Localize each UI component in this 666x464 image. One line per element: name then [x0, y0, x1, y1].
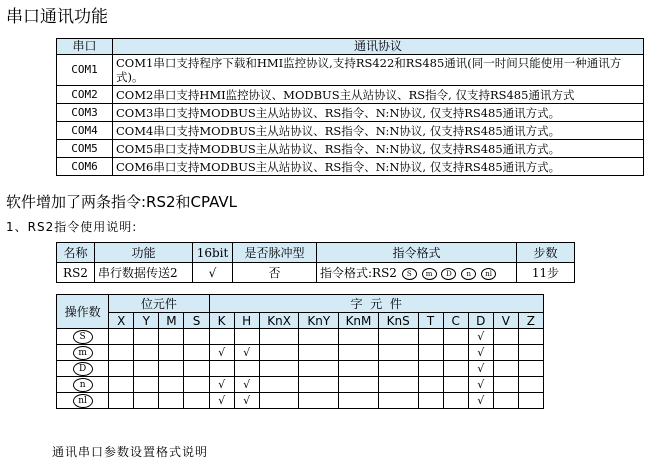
operand-cell — [299, 345, 339, 361]
operand-cell — [518, 393, 543, 409]
operand-label: n — [73, 378, 93, 392]
operand-cell — [443, 361, 468, 377]
header-steps: 步数 — [517, 243, 575, 263]
operand-label-cell — [57, 329, 109, 345]
col-header: T — [418, 313, 443, 329]
operand-cell — [339, 345, 379, 361]
operand-cell — [109, 361, 134, 377]
operand-symbol: D — [441, 268, 456, 280]
operand-cell: √ — [234, 393, 259, 409]
header-bit-elements: 位元件 — [109, 295, 209, 313]
operand-label: m — [73, 346, 93, 360]
bit16-check: √ — [193, 263, 233, 283]
operand-cell — [339, 361, 379, 377]
header-word-elements: 字 元 件 — [209, 295, 543, 313]
operand-label: nl — [73, 394, 93, 408]
operand-cell — [443, 345, 468, 361]
table-row — [57, 55, 644, 86]
operand-cell: √ — [234, 377, 259, 393]
operand-cell — [109, 345, 134, 361]
operand-table — [56, 294, 544, 409]
header-function: 功能 — [95, 243, 193, 263]
instruction-format — [317, 263, 517, 283]
operand-cell — [493, 329, 518, 345]
operand-cell — [418, 361, 443, 377]
col-header: Z — [518, 313, 543, 329]
header-operand: 操作数 — [57, 295, 109, 329]
operand-cell — [209, 329, 234, 345]
table-row — [57, 345, 544, 361]
col-header: C — [443, 313, 468, 329]
col-header: KnY — [299, 313, 339, 329]
protocol-cell: COM3串口支持MODBUS主从站协议、RS指令、N:N协议, 仅支持RS485通讯方式。 — [113, 104, 644, 122]
operand-cell — [378, 377, 418, 393]
protocol-cell: COM1串口支持程序下载和HMI监控协议,支持RS422和RS485通讯(同一时间只能使用一种通讯方式)。 — [113, 55, 644, 86]
port-cell: COM4 — [57, 122, 113, 140]
operand-cell — [109, 377, 134, 393]
operand-cell — [134, 329, 159, 345]
col-header: S — [184, 313, 209, 329]
operand-cell — [378, 329, 418, 345]
operand-cell: √ — [468, 377, 493, 393]
operand-cell — [134, 345, 159, 361]
port-cell: COM6 — [57, 158, 113, 176]
header-port: 串口 — [57, 39, 113, 55]
operand-cell — [493, 393, 518, 409]
operand-cell — [339, 329, 379, 345]
pulse-value: 否 — [233, 263, 317, 283]
header-pulse: 是否脉冲型 — [233, 243, 317, 263]
operand-cell — [493, 377, 518, 393]
operand-cell — [259, 377, 299, 393]
protocol-cell: COM2串口支持HMI监控协议、MODBUS主从站协议、RS指令, 仅支持RS485通讯方式 — [113, 86, 644, 104]
operand-cell — [518, 345, 543, 361]
operand-cell: √ — [209, 345, 234, 361]
protocol-cell: COM5串口支持MODBUS主从站协议、RS指令、N:N协议, 仅支持RS485通讯方式。 — [113, 140, 644, 158]
operand-cell — [184, 329, 209, 345]
operand-cell — [234, 361, 259, 377]
table-row — [57, 122, 644, 140]
operand-cell — [518, 361, 543, 377]
header-16bit: 16bit — [193, 243, 233, 263]
operand-cell — [134, 377, 159, 393]
operand-symbol: S — [402, 268, 417, 280]
operand-cell — [518, 329, 543, 345]
section-title-param: 通讯串口参数设置格式说明 — [52, 445, 209, 459]
header-format: 指令格式 — [317, 243, 517, 263]
port-cell: COM5 — [57, 140, 113, 158]
instruction-name: RS2 — [57, 263, 95, 283]
operand-cell — [159, 361, 184, 377]
instruction-steps: 11步 — [517, 263, 575, 283]
operand-cell: √ — [209, 393, 234, 409]
operand-cell: √ — [234, 345, 259, 361]
instruction-function: 串行数据传送2 — [95, 263, 193, 283]
col-header: V — [493, 313, 518, 329]
operand-cell — [518, 377, 543, 393]
format-prefix: 指令格式:RS2 — [320, 266, 397, 280]
operand-cell — [184, 377, 209, 393]
operand-cell — [134, 393, 159, 409]
table-row — [57, 329, 544, 345]
operand-cell — [339, 377, 379, 393]
operand-label-cell — [57, 393, 109, 409]
operand-cell — [259, 393, 299, 409]
table-row — [57, 140, 644, 158]
operand-cell: √ — [468, 329, 493, 345]
operand-cell — [378, 393, 418, 409]
operand-cell: √ — [468, 345, 493, 361]
protocol-cell: COM6串口支持MODBUS主从站协议、RS指令、N:N协议, 仅支持RS485通讯方式。 — [113, 158, 644, 176]
rs2-instruction-table — [56, 242, 575, 283]
operand-label-cell — [57, 361, 109, 377]
operand-cell — [109, 329, 134, 345]
operand-cell — [418, 377, 443, 393]
operand-cell: √ — [468, 361, 493, 377]
operand-cell — [299, 393, 339, 409]
operand-cell — [299, 361, 339, 377]
operand-cell — [339, 393, 379, 409]
operand-column-header — [57, 313, 544, 329]
table-row — [57, 377, 544, 393]
operand-cell — [184, 345, 209, 361]
col-header: Y — [134, 313, 159, 329]
col-header: H — [234, 313, 259, 329]
operand-label: D — [73, 362, 93, 376]
col-header: K — [209, 313, 234, 329]
operand-cell — [443, 377, 468, 393]
com-port-table — [56, 38, 644, 176]
operand-cell — [493, 345, 518, 361]
col-header: D — [468, 313, 493, 329]
operand-cell — [109, 393, 134, 409]
port-cell: COM1 — [57, 55, 113, 86]
table-row — [57, 104, 644, 122]
operand-cell — [299, 377, 339, 393]
operand-cell — [184, 361, 209, 377]
operand-cell — [418, 393, 443, 409]
operand-cell — [443, 329, 468, 345]
operand-cell — [159, 393, 184, 409]
table-row — [57, 263, 575, 283]
section-title-ports: 串口通讯功能 — [6, 7, 108, 27]
operand-symbol: nl — [481, 268, 496, 280]
operand-cell — [259, 361, 299, 377]
section-title-software: 软件增加了两条指令:RS2和CPAVL — [6, 193, 238, 211]
operand-symbol: n — [461, 268, 476, 280]
operand-cell — [259, 345, 299, 361]
operand-cell — [134, 361, 159, 377]
col-header: KnS — [378, 313, 418, 329]
header-name: 名称 — [57, 243, 95, 263]
operand-cell — [159, 345, 184, 361]
operand-cell — [378, 345, 418, 361]
operand-cell — [378, 361, 418, 377]
section-title-rs2: 1、RS2指令使用说明: — [6, 220, 138, 234]
operand-cell: √ — [209, 377, 234, 393]
operand-cell — [299, 329, 339, 345]
operand-cell — [159, 329, 184, 345]
operand-cell — [184, 393, 209, 409]
operand-cell — [418, 345, 443, 361]
col-header: KnM — [339, 313, 379, 329]
operand-cell — [159, 377, 184, 393]
protocol-cell: COM4串口支持MODBUS主从站协议、RS指令、N:N协议, 仅支持RS485通讯方式。 — [113, 122, 644, 140]
operand-label: S — [73, 330, 93, 344]
table-row — [57, 86, 644, 104]
operand-cell — [443, 393, 468, 409]
header-protocol: 通讯协议 — [113, 39, 644, 55]
port-cell: COM2 — [57, 86, 113, 104]
col-header: KnX — [259, 313, 299, 329]
col-header: M — [159, 313, 184, 329]
operand-group-header — [57, 295, 544, 313]
table-row — [57, 361, 544, 377]
operand-cell — [259, 329, 299, 345]
table-row — [57, 158, 644, 176]
operand-label-cell — [57, 345, 109, 361]
rs2-table-header — [57, 243, 575, 263]
col-header: X — [109, 313, 134, 329]
operand-cell — [209, 361, 234, 377]
operand-cell: √ — [468, 393, 493, 409]
operand-cell — [418, 329, 443, 345]
operand-symbol: m — [422, 268, 437, 280]
table-row — [57, 393, 544, 409]
operand-cell — [493, 361, 518, 377]
operand-label-cell — [57, 377, 109, 393]
operand-cell — [234, 329, 259, 345]
port-cell: COM3 — [57, 104, 113, 122]
com-table-header — [57, 39, 644, 55]
